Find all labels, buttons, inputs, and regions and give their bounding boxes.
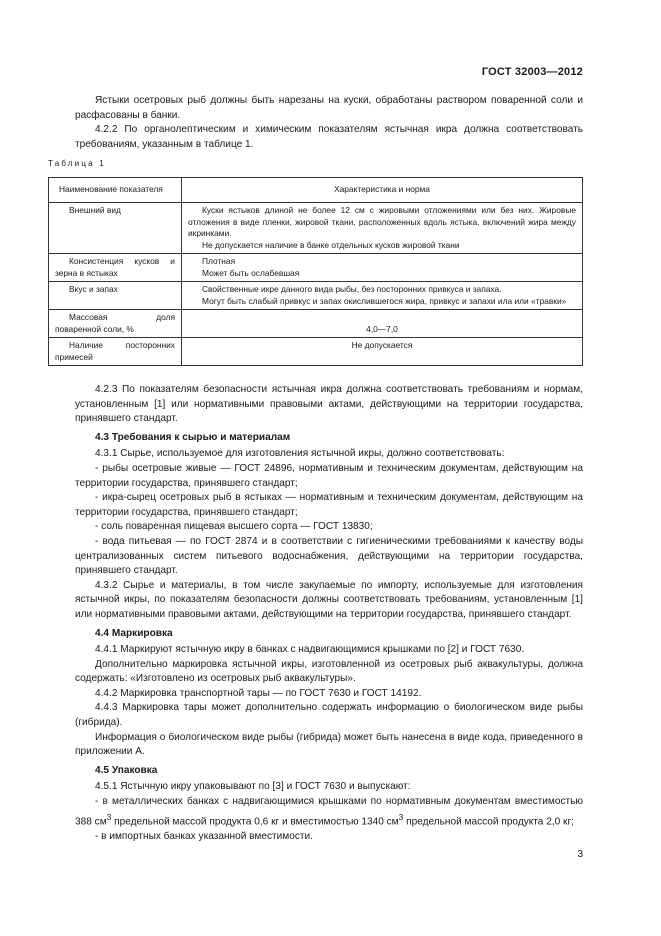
list-item-text-part: предельной массой продукта 0,6 кг и вместимостью 1340 см xyxy=(111,815,399,827)
table-header-value: Характеристика и норма xyxy=(182,178,583,203)
table-row xyxy=(49,282,583,310)
specification-table xyxy=(48,177,583,366)
section-4-4-heading: 4.4 Маркировка xyxy=(95,627,173,639)
page-number: 3 xyxy=(577,849,583,860)
section-4-2-3-paragraph: 4.2.3 По показателям безопасности ястычная икра должна соответствовать требованиям и нормам, установленным [1] или нормативными правовыми актами, действующими на территории государства, принявшего стандарт. xyxy=(75,384,583,425)
section-4-4-1-extra-paragraph: Дополнительно маркировка ястычной икры, изготовленной из осетровых рыб аквакультуры, должна содержать: «Изготовлено из осетровых рыб аквакультуры». xyxy=(75,658,583,685)
list-item: - вода питьевая — по ГОСТ 2874 и в соответствии с гигиеническими требованиями к качеству воды централизованных систем питьевого водоснабжения, действующими на территории государства, принявшего стандарт. xyxy=(75,535,583,577)
list-item-text-part: - в металлических банках с надвигающимися крышками по нормативным документам вместимостью 388 см xyxy=(75,796,583,827)
list-item: - в импортных банках указанной вместимости. xyxy=(95,830,313,842)
list-item: - рыбы осетровые живые — ГОСТ 24896, нормативным и техническим документам, действующим на территории государства, принявшего стандарт; xyxy=(75,462,583,489)
list-item-text-part: предельной массой продукта 2,0 кг; xyxy=(403,815,574,827)
table-cell-line: Свойственные икре данного вида рыбы, без посторонних привкуса и запаха. xyxy=(202,284,502,294)
table-cell-value xyxy=(182,203,583,254)
table-row xyxy=(49,203,583,254)
section-4-3-2-paragraph: 4.3.2 Сырье и материалы, в том числе закупаемые по импорту, используемые для изготовления ястычной икры, по показателям безопасности должны соответствовать требованиям, установленным [1] или нормативными правовыми актами, действующими на территории государства, принявшего стандарт. xyxy=(75,579,583,620)
list-item: - икра-сырец осетровых рыб в ястыках — нормативным и техническим документам, действующим на территории государства, принявшего стандарт; xyxy=(75,492,583,518)
table-cell-line: Могут быть слабый привкус и запах окислившегося жира, привкус и запахи ила или «травки» xyxy=(202,295,567,306)
table-cell-name: Внешний вид xyxy=(49,203,182,254)
table-cell-name: Наличие посторонних примесей xyxy=(49,338,182,366)
list-item: - соль поваренная пищевая высшего сорта — ГОСТ 13830; xyxy=(95,521,373,533)
list-item xyxy=(75,795,583,830)
table-cell-name: Массовая доля поваренной соли, % xyxy=(49,310,182,338)
table-cell-name: Консистенция кусков и зерна в ястыках xyxy=(49,254,182,282)
table-cell-value xyxy=(182,254,583,282)
section-4-5-heading: 4.5 Упаковка xyxy=(95,764,158,776)
section-4-3-1-paragraph: 4.3.1 Сырье, используемое для изготовления ястычной икры, должно соответствовать: xyxy=(95,448,505,460)
table-row xyxy=(49,338,583,366)
table-row xyxy=(49,254,583,282)
section-4-3-heading: 4.3 Требования к сырью и материалам xyxy=(95,431,291,443)
table-cell-value: Не допускается xyxy=(182,338,583,366)
section-4-4-2-paragraph: 4.4.2 Маркировка транспортной тары — по ГОСТ 7630 и ГОСТ 14192. xyxy=(95,687,422,699)
section-4-4-3-paragraph: 4.4.3 Маркировка тары может дополнительно содержать информацию о биологическом виде рыбы (гибрида). xyxy=(75,702,583,729)
table-header-row xyxy=(49,178,583,203)
section-4-5-1-paragraph: 4.5.1 Ястычную икру упаковывают по [3] и ГОСТ 7630 и выпускают: xyxy=(95,781,411,793)
section-4-4-1-paragraph: 4.4.1 Маркируют ястычную икру в банках с надвигающимися крышками по [2] и ГОСТ 7630. xyxy=(95,644,525,656)
table-cell-line: Куски ястыков длиной не более 12 см с жировыми отложениями или без них. Жировые отложения в виде пленки, жировой ткани, расположенных вдоль ястыка, включений жира между икринками. xyxy=(188,205,576,238)
section-4-2-2-paragraph: 4.2.2 По органолептическим и химическим показателям ястычная икра должна соответствовать требованиям, указанным в таблице 1. xyxy=(75,124,583,150)
section-4-4-3-extra-paragraph: Информация о биологическом виде рыбы (гибрида) может быть нанесена в виде кода, приведенного в приложении А. xyxy=(75,731,583,758)
intro-text xyxy=(75,94,583,152)
table-cell-line: Не допускается наличие в банке отдельных кусков жировой ткани xyxy=(202,239,460,250)
table-header-name: Наименование показателя xyxy=(49,178,182,203)
table-caption: Таблица 1 xyxy=(48,159,106,168)
superscript: 3 xyxy=(398,811,404,822)
table-cell-line: Плотная xyxy=(202,256,236,266)
document-number-header: ГОСТ 32003—2012 xyxy=(481,66,583,78)
table-cell-value xyxy=(182,282,583,310)
superscript: 3 xyxy=(106,811,112,822)
main-text xyxy=(75,383,583,844)
table-row xyxy=(49,310,583,338)
table-cell-line: Может быть ослабевшая xyxy=(202,267,300,278)
intro-paragraph-1: Ястыки осетровых рыб должны быть нарезаны на куски, обработаны раствором поваренной соли и расфасованы в банки. xyxy=(75,95,583,121)
table-cell-value: 4,0—7,0 xyxy=(182,310,583,338)
table-cell-name: Вкус и запах xyxy=(49,282,182,310)
